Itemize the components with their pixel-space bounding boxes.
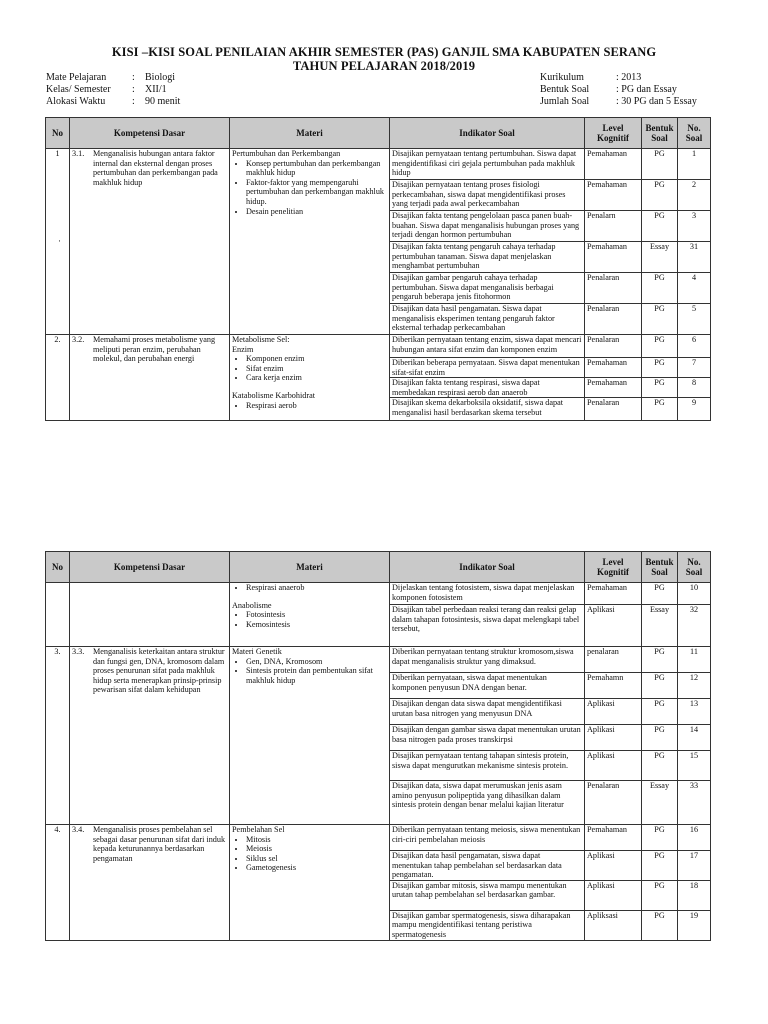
nomor-soal: 10 — [678, 583, 711, 605]
level-kognitif: Pemahaman — [585, 825, 642, 851]
materi-item: • Gen, DNA, Kromosom — [246, 657, 387, 667]
bentuk-soal: PG — [642, 398, 678, 421]
indikator-soal: Disajikan fakta tentang pengaruh cahaya terhadap pertumbuhan tanaman. Siswa dapat menjelaskan menghambat pertumbuhan — [390, 242, 585, 273]
bentuk-soal: PG — [642, 335, 678, 358]
materi-item: • Kemosintesis — [246, 620, 387, 630]
level-kognitif: Pemahaman — [585, 242, 642, 273]
bentuk-soal: PG — [642, 211, 678, 242]
level-kognitif: Pemahamn — [585, 673, 642, 699]
indikator-soal: Disajikan pernyataan tentang proses fisiologi perkecambahan, siswa dapat mengidentifikasi proses yang terjadi pada awal perkecambahan — [390, 180, 585, 211]
bentuk-soal: PG — [642, 304, 678, 335]
meta-value: XII/1 — [145, 84, 167, 95]
materi-item: • Sintesis protein dan pembentukan sifat makhluk hidup — [246, 666, 387, 685]
nomor-soal: 8 — [678, 378, 711, 398]
level-kognitif: Pemahaman — [585, 358, 642, 378]
bentuk-soal: PG — [642, 725, 678, 751]
bentuk-soal: PG — [642, 699, 678, 725]
bentuk-soal: PG — [642, 358, 678, 378]
meta-row — [46, 84, 180, 96]
level-kognitif: Penalaran — [585, 398, 642, 421]
materi-item: • Faktor-faktor yang mempengaruhi pertumbuhan dan perkembangan makhluk hidup. — [246, 178, 387, 207]
indikator-soal: Disajikan fakta tentang pengelolaan pasca panen buah-buahan. Siswa dapat menganalisis hubungan proses yang terjadi dengan hormon pertumbuhan — [390, 211, 585, 242]
kd-layout — [72, 825, 227, 863]
bentuk-soal: PG — [642, 880, 678, 910]
level-kognitif: Aplikasi — [585, 725, 642, 751]
nomor-soal: 33 — [678, 781, 711, 825]
kisi-table-2 — [45, 551, 711, 941]
meta-colon: : — [132, 96, 135, 107]
level-kognitif: Pemahaman — [585, 180, 642, 211]
bentuk-soal: PG — [642, 149, 678, 180]
col-header-indikator: Indikator Soal — [390, 118, 585, 149]
bentuk-soal: PG — [642, 751, 678, 781]
materi-cell — [230, 825, 390, 941]
col-header-indikator: Indikator Soal — [390, 552, 585, 583]
meta-value: 90 menit — [145, 96, 181, 107]
level-kognitif: Aplikasi — [585, 699, 642, 725]
col-header-kompetensi: Kompetensi Dasar — [70, 118, 230, 149]
materi-item: • Komponen enzim — [246, 354, 387, 364]
kompetensi-dasar-cell — [70, 647, 230, 825]
nomor-soal: 4 — [678, 273, 711, 304]
materi-cell — [230, 647, 390, 825]
materi-item: • Konsep pertumbuhan dan perkembangan makhluk hidup — [246, 159, 387, 178]
meta-value: : 2013 — [616, 72, 642, 83]
meta-label: Mate Pelajaran — [46, 72, 107, 83]
kd-text: Memahami proses metabolisme yang meliputi peran enzim, perubahan molekul, dan perubahan energi — [93, 335, 216, 364]
bentuk-soal: PG — [642, 647, 678, 673]
bentuk-soal: PG — [642, 273, 678, 304]
materi-item: • Respirasi anaerob — [246, 583, 387, 593]
col-header-level: Level Kognitif — [585, 118, 642, 149]
nomor-soal: 32 — [678, 605, 711, 647]
indikator-soal: Diberikan pernyataan tentang struktur kromosom,siswa dapat menganalisis struktur yang dimaksud. — [390, 647, 585, 673]
level-kognitif: Aplikasi — [585, 851, 642, 881]
meta-colon: : — [132, 84, 135, 95]
materi-subtitle: Katabolisme Karbohidrat — [232, 390, 315, 400]
nomor-soal: 6 — [678, 335, 711, 358]
bentuk-soal: Essay — [642, 242, 678, 273]
kd-layout-row — [72, 335, 227, 364]
nomor-soal: 19 — [678, 910, 711, 940]
kd-layout-row — [72, 825, 227, 863]
table-header-row — [46, 552, 711, 583]
col-header-no: No — [46, 118, 70, 149]
bentuk-soal: PG — [642, 180, 678, 211]
materi-list — [232, 159, 387, 217]
kd-number: 3.3. — [72, 647, 85, 656]
materi-title: Pertumbuhan dan Perkembangan — [232, 149, 341, 158]
kompetensi-dasar-cell — [70, 583, 230, 647]
table-row — [46, 149, 711, 180]
kd-layout — [72, 335, 227, 364]
indikator-soal: Disajikan gambar pengaruh cahaya terhadap pertumbuhan. Siswa dapat menganalisis berbagai pengaruh beberapa jenis fitohormon — [390, 273, 585, 304]
level-kognitif: Aplikasi — [585, 751, 642, 781]
kompetensi-dasar-cell — [70, 335, 230, 421]
meta-label: Bentuk Soal — [540, 84, 590, 95]
meta-row — [540, 96, 697, 108]
nomor-soal: 2 — [678, 180, 711, 211]
materi-subtitle: Anabolisme — [232, 600, 272, 610]
nomor-soal: 14 — [678, 725, 711, 751]
meta-colon: : — [132, 72, 135, 83]
materi-list — [232, 583, 387, 593]
materi-cell — [230, 583, 390, 647]
indikator-soal: Disajikan data, siswa dapat merumuskan jenis asam amino penyusun polipeptida yang dihasilkan dalam sintesis protein dengan benar melalui kajian literatur — [390, 781, 585, 825]
col-header-materi: Materi — [230, 552, 390, 583]
meta-row — [46, 96, 180, 108]
materi-item: • Fotosintesis — [246, 610, 387, 620]
materi-list — [232, 835, 387, 873]
bentuk-soal: Essay — [642, 605, 678, 647]
indikator-soal: Diberikan pernyataan, siswa dapat menentukan komponen penyusun DNA dengan benar. — [390, 673, 585, 699]
nomor-soal: 9 — [678, 398, 711, 421]
row-number: 1 — [46, 149, 70, 335]
indikator-soal: Disajikan dengan gambar siswa dapat menentukan urutan basa nitrogen pada proses transkirpsi — [390, 725, 585, 751]
nomor-soal: 31 — [678, 242, 711, 273]
bentuk-soal: PG — [642, 851, 678, 881]
kompetensi-dasar-cell — [70, 825, 230, 941]
indikator-soal: Disajikan skema dekarboksila oksidatif, siswa dapat menganalisi hasil berdasarkan skema tersebut — [390, 398, 585, 421]
materi-item: • Desain penelitian — [246, 207, 387, 217]
row-number: 3. — [46, 647, 70, 825]
nomor-soal: 16 — [678, 825, 711, 851]
row-number: 2. — [46, 335, 70, 421]
bentuk-soal: PG — [642, 583, 678, 605]
materi-list — [232, 354, 387, 383]
level-kognitif: Penalaran — [585, 273, 642, 304]
materi-cell — [230, 335, 390, 421]
level-kognitif: penalaran — [585, 647, 642, 673]
nomor-soal: 12 — [678, 673, 711, 699]
nomor-soal: 13 — [678, 699, 711, 725]
row-number: 4. — [46, 825, 70, 941]
nomor-soal: 17 — [678, 851, 711, 881]
indikator-soal: Disajikan tabel perbedaan reaksi terang dan reaksi gelap dalam tahapan fotosintesis, siswa dapat melengkapi tabel tersebut, — [390, 605, 585, 647]
table-header-row — [46, 118, 711, 149]
level-kognitif: Pemahaman — [585, 149, 642, 180]
nomor-soal: 15 — [678, 751, 711, 781]
meta-left — [46, 72, 180, 108]
col-header-materi: Materi — [230, 118, 390, 149]
col-header-level: Level Kognitif — [585, 552, 642, 583]
kd-text: Menganalisis proses pembelahan sel sebagai dasar penurunan sifat dari induk kepada keturunannya berdasarkan pengamatan — [93, 825, 226, 863]
kd-number: 3.2. — [72, 335, 85, 344]
kd-text: Menganalisis hubungan antara faktor internal dan eksternal dengan proses pertumbuhan dan perkembangan pada makhluk hidup — [93, 149, 218, 187]
nomor-soal: 11 — [678, 647, 711, 673]
kompetensi-dasar-cell — [70, 149, 230, 335]
materi-item: • Gametogenesis — [246, 863, 387, 873]
table-row — [46, 583, 711, 605]
col-header-bentuk: Bentuk Soal — [642, 552, 678, 583]
col-header-kompetensi: Kompetensi Dasar — [70, 552, 230, 583]
kd-layout-row — [72, 647, 227, 695]
nomor-soal: 3 — [678, 211, 711, 242]
indikator-soal: Diberikan pernyataan tentang enzim, siswa dapat mencari hubungan antara sifat enzim dan komponen enzim — [390, 335, 585, 358]
bentuk-soal: Essay — [642, 781, 678, 825]
meta-label: Alokasi Waktu — [46, 96, 106, 107]
indikator-soal: Disajikan fakta tentang respirasi, siswa dapat membedakan respirasi aerob dan anaerob — [390, 378, 585, 398]
indikator-soal: Disajikan data hasil pengamatan. Siswa dapat menganalisis eksperimen tentang pengaruh faktor eksternal terhadap perkecambahan — [390, 304, 585, 335]
materi-title: Pembelahan Sel — [232, 825, 285, 834]
meta-value: Biologi — [145, 72, 176, 83]
materi-item: • Sifat enzim — [246, 364, 387, 374]
materi-list — [232, 610, 387, 629]
kd-layout-row — [72, 149, 227, 187]
indikator-soal: Disajikan gambar mitosis, siswa mampu menentukan urutan tahap pembelahan sel berdasarkan gambar. — [390, 880, 585, 910]
col-header-no: No — [46, 552, 70, 583]
materi-title: Materi Genetik — [232, 647, 282, 656]
indikator-soal: Diberikan pernyataan tentang meiosis, siswa menentukan ciri-ciri pembelahan meiosis — [390, 825, 585, 851]
materi-cell — [230, 149, 390, 335]
kd-number: 3.4. — [72, 825, 85, 834]
table-row — [46, 335, 711, 358]
kd-text: Menganalisis keterkaitan antara struktur dan fungsi gen, DNA, kromosom dalam proses penurunan sifat pada makhluk hidup serta menerapkan prinsip-prinsip pewarisan sifat dalam kehidupan — [93, 647, 225, 695]
level-kognitif: Pemahaman — [585, 583, 642, 605]
nomor-soal: 5 — [678, 304, 711, 335]
kisi-table-1 — [45, 117, 711, 421]
row-number — [46, 583, 70, 647]
meta-row — [46, 72, 180, 84]
indikator-soal: Dijelaskan tentang fotosistem, siswa dapat menjelaskan komponen fotosistem — [390, 583, 585, 605]
indikator-soal: Disajikan pernyataan tentang tahapan sintesis protein, siswa dapat mengurutkan mekanisme sintesis protein. — [390, 751, 585, 781]
indikator-soal: Disajikan gambar spermatogenesis, siswa diharapakan mampu mengidentifikasi tentang peristiwa spermatogenesis — [390, 910, 585, 940]
indikator-soal: Disajikan data hasil pengamatan, siswa dapat menentukan tahap pembelahan sel berdasarkan data pengamatan. — [390, 851, 585, 881]
document-subtitle: TAHUN PELAJARAN 2018/2019 — [292, 59, 476, 73]
meta-label: Jumlah Soal — [540, 96, 590, 107]
stray-mark: · — [58, 236, 61, 246]
nomor-soal: 1 — [678, 149, 711, 180]
level-kognitif: Penalaran — [585, 304, 642, 335]
bentuk-soal: PG — [642, 910, 678, 940]
col-header-nosoal: No. Soal — [678, 552, 711, 583]
materi-item: • Respirasi aerob — [246, 401, 387, 411]
meta-label: Kelas/ Semester — [46, 84, 111, 95]
materi-title: Metabolisme Sel: Enzim — [232, 335, 290, 354]
meta-row — [540, 72, 697, 84]
materi-item: • Mitosis — [246, 835, 387, 845]
meta-value: : PG dan Essay — [616, 84, 677, 95]
materi-item: • Siklus sel — [246, 854, 387, 864]
kd-layout — [72, 647, 227, 695]
level-kognitif: Penalaran — [585, 335, 642, 358]
level-kognitif: Pemahaman — [585, 378, 642, 398]
materi-item: • Cara kerja enzim — [246, 373, 387, 383]
materi-list — [232, 657, 387, 686]
bentuk-soal: PG — [642, 825, 678, 851]
indikator-soal: Disajikan pernyataan tentang pertumbuhan. Siswa dapat mengidentifikasi ciri gejala pertumbuhan pada makhluk hidup — [390, 149, 585, 180]
bentuk-soal: PG — [642, 673, 678, 699]
table-row — [46, 647, 711, 673]
level-kognitif: Aplikasi — [585, 605, 642, 647]
nomor-soal: 7 — [678, 358, 711, 378]
level-kognitif: Penalarn — [585, 211, 642, 242]
kd-layout — [72, 149, 227, 187]
col-header-bentuk: Bentuk Soal — [642, 118, 678, 149]
indikator-soal: Disajikan dengan data siswa dapat mengidentifikasi urutan basa nitrogen yang menyusun DNA — [390, 699, 585, 725]
meta-value: : 30 PG dan 5 Essay — [616, 96, 697, 107]
col-header-nosoal: No. Soal — [678, 118, 711, 149]
indikator-soal: Diberikan beberapa pernyataan. Siswa dapat menentukan sifat-sifat enzim — [390, 358, 585, 378]
materi-item: • Meiosis — [246, 844, 387, 854]
materi-list — [232, 401, 387, 411]
meta-right — [540, 72, 697, 108]
document-title: KISI –KISI SOAL PENILAIAN AKHIR SEMESTER (PAS) GANJIL SMA KABUPATEN SERANG — [111, 45, 657, 59]
level-kognitif: Apliksasi — [585, 910, 642, 940]
table-row — [46, 825, 711, 851]
meta-row — [540, 84, 697, 96]
level-kognitif: Penalaran — [585, 781, 642, 825]
bentuk-soal: PG — [642, 378, 678, 398]
level-kognitif: Aplikasi — [585, 880, 642, 910]
kd-number: 3.1. — [72, 149, 85, 158]
nomor-soal: 18 — [678, 880, 711, 910]
meta-label: Kurikulum — [540, 72, 584, 83]
